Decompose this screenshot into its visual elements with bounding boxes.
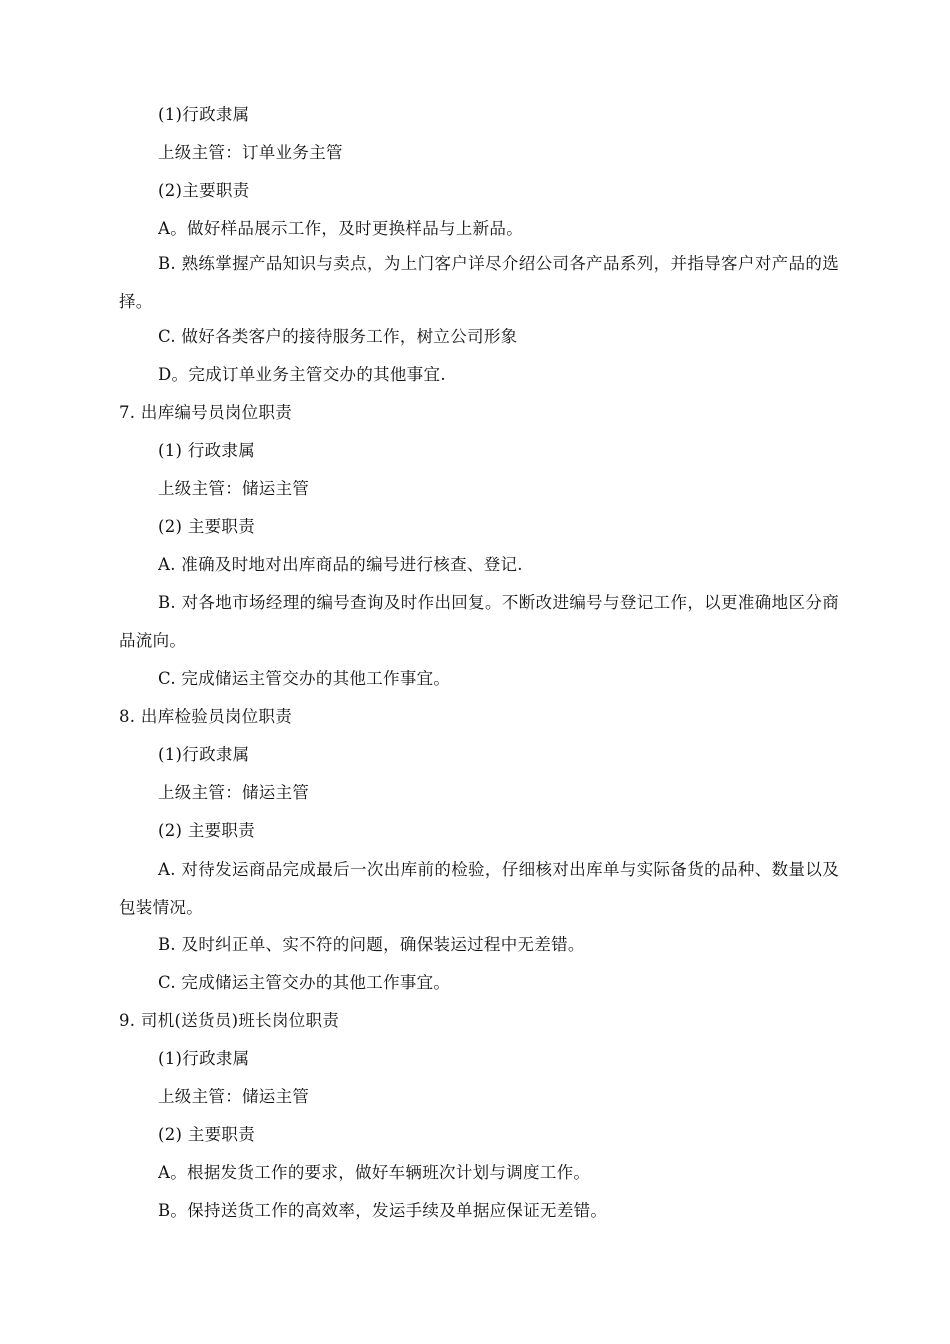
- s9-duties-heading: (2) 主要职责: [158, 1125, 256, 1144]
- s6-duty-d: D。完成订单业务主管交办的其他事宜.: [158, 365, 446, 384]
- s8-duty-b: B. 及时纠正单、实不符的问题，确保装运过程中无差错。: [158, 935, 585, 954]
- s6-duty-b: B. 熟练掌握产品知识与卖点，为上门客户详尽介绍公司各产品系列，并指导客户对产品的选择。: [119, 254, 839, 311]
- s6-duties-heading: (2)主要职责: [158, 181, 250, 200]
- s8-supervisor: 上级主管：储运主管: [158, 783, 310, 802]
- s8-duty-c: C. 完成储运主管交办的其他工作事宜。: [158, 973, 451, 992]
- s7-admin-heading: (1) 行政隶属: [158, 441, 256, 460]
- s9-duty-b: B。保持送货工作的高效率，发运手续及单据应保证无差错。: [158, 1201, 608, 1220]
- s8-admin-heading: (1)行政隶属: [158, 745, 250, 764]
- s6-supervisor: 上级主管：订单业务主管: [158, 143, 343, 162]
- s8-duties-heading: (2) 主要职责: [158, 821, 256, 840]
- s7-duty-b: B. 对各地市场经理的编号查询及时作出回复。不断改进编号与登记工作，以更准确地区分商品流向。: [119, 593, 839, 650]
- s6-duty-c: C. 做好各类客户的接待服务工作，树立公司形象: [158, 327, 518, 346]
- s9-duty-a: A。根据发货工作的要求，做好车辆班次计划与调度工作。: [158, 1163, 591, 1182]
- s8-title: 8. 出库检验员岗位职责: [119, 707, 293, 726]
- s7-duties-heading: (2) 主要职责: [158, 517, 256, 536]
- s7-duty-c: C. 完成储运主管交办的其他工作事宜。: [158, 669, 451, 688]
- s6-admin-heading: (1)行政隶属: [158, 105, 250, 124]
- s9-title: 9. 司机(送货员)班长岗位职责: [119, 1011, 340, 1030]
- s6-duty-a: A。做好样品展示工作，及时更换样品与上新品。: [158, 219, 524, 238]
- s7-duty-a: A. 准确及时地对出库商品的编号进行核查、登记.: [158, 555, 523, 574]
- s8-duty-a: A. 对待发运商品完成最后一次出库前的检验，仔细核对出库单与实际备货的品种、数量以及包装情况。: [119, 860, 839, 917]
- s7-title: 7. 出库编号员岗位职责: [119, 403, 293, 422]
- s7-supervisor: 上级主管：储运主管: [158, 479, 310, 498]
- s9-supervisor: 上级主管：储运主管: [158, 1087, 310, 1106]
- s9-admin-heading: (1)行政隶属: [158, 1049, 250, 1068]
